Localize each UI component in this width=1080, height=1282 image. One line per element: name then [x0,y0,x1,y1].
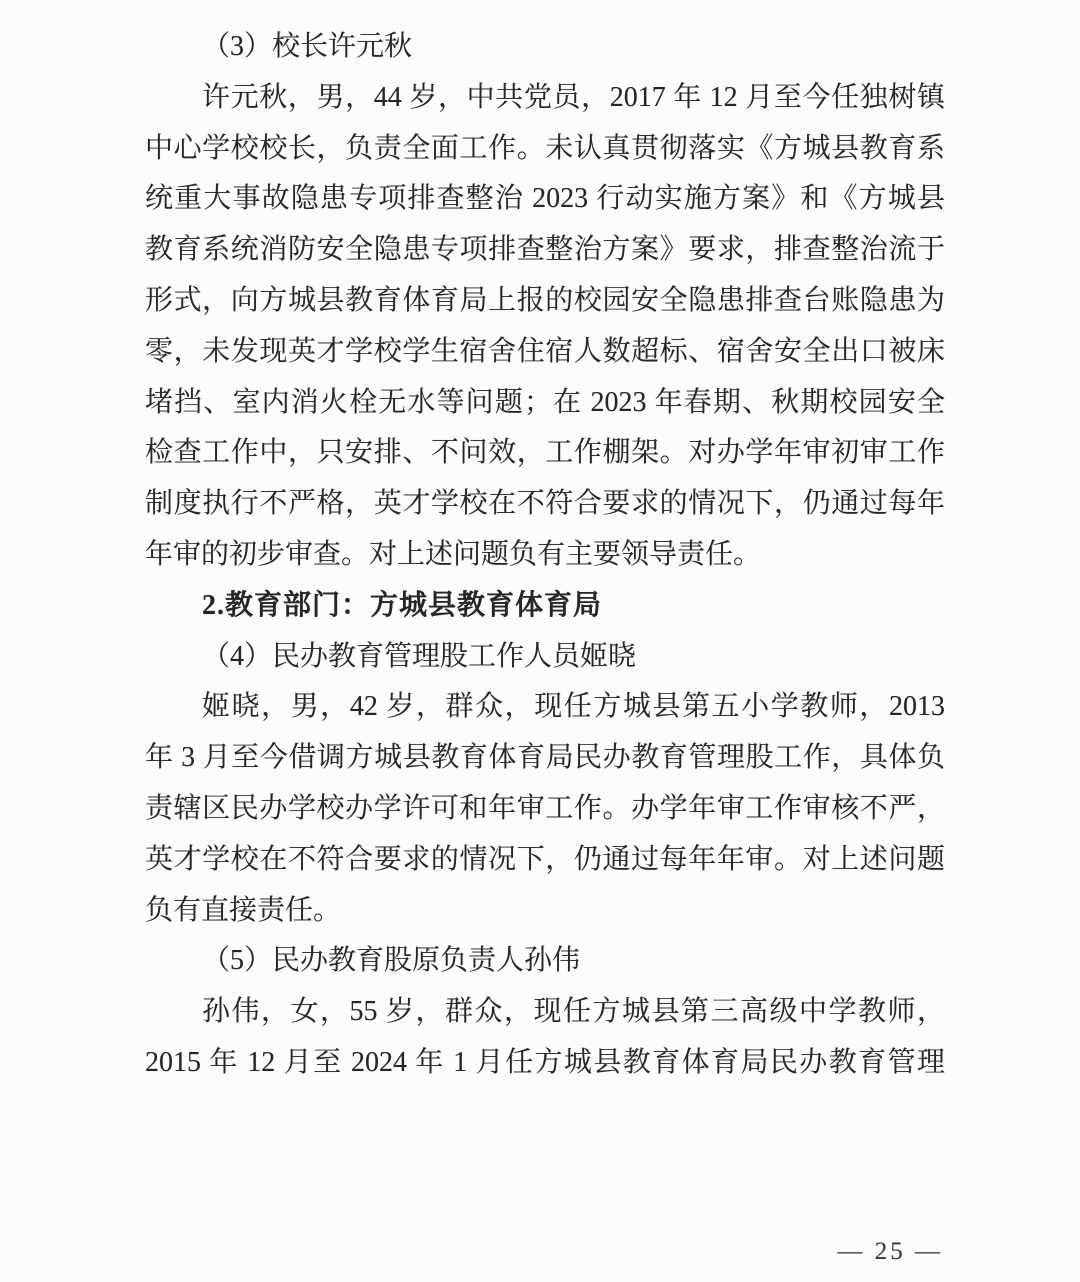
text-line: （5）民办教育股原负责人孙伟 [202,945,581,977]
text-line: 责辖区民办学校办学许可和年审工作。办学年审工作审核不严， [145,792,945,824]
text-line: 年 3 月至今借调方城县教育体育局民办教育管理股工作，具体负 [145,742,945,774]
text-line: 教育系统消防安全隐患专项排查整治方案》要求，排查整治流于 [145,234,945,266]
text-line: 许元秋，男，44 岁，中共党员，2017 年 12 月至今任独树镇 [202,81,945,113]
text-line: 统重大事故隐患专项排查整治 2023 行动实施方案》和《方城县 [145,183,945,215]
text-line: 2015 年 12 月至 2024 年 1 月任方城县教育体育局民办教育管理 [145,1046,945,1078]
text-line: 负有直接责任。 [145,894,342,926]
text-line: 零，未发现英才学校学生宿舍住宿人数超标、宿舍安全出口被床 [145,335,945,367]
page-number: — 25 — [837,1238,943,1265]
text-line: （4）民办教育管理股工作人员姬晓 [202,640,637,672]
text-line: 检查工作中，只安排、不问效，工作棚架。对办学年审初审工作 [145,437,945,469]
text-line: 制度执行不严格，英才学校在不符合要求的情况下，仍通过每年 [145,488,945,520]
text-line: 堵挡、室内消火栓无水等问题；在 2023 年春期、秋期校园安全 [145,386,945,418]
text-line: （3）校长许元秋 [202,31,413,62]
text-line: 英才学校在不符合要求的情况下，仍通过每年年审。对上述问题 [145,843,945,875]
text-line: 2.教育部门：方城县教育体育局 [202,589,603,621]
text-line: 孙伟，女，55 岁，群众，现任方城县第三高级中学教师， [202,996,945,1028]
document-body [145,22,945,1089]
text-line: 姬晓，男，42 岁，群众，现任方城县第五小学教师，2013 [202,691,945,723]
text-line: 形式，向方城县教育体育局上报的校园安全隐患排查台账隐患为 [145,284,945,316]
text-line: 年审的初步审查。对上述问题负有主要领导责任。 [145,538,762,570]
text-line: 中心学校校长，负责全面工作。未认真贯彻落实《方城县教育系 [145,132,945,164]
